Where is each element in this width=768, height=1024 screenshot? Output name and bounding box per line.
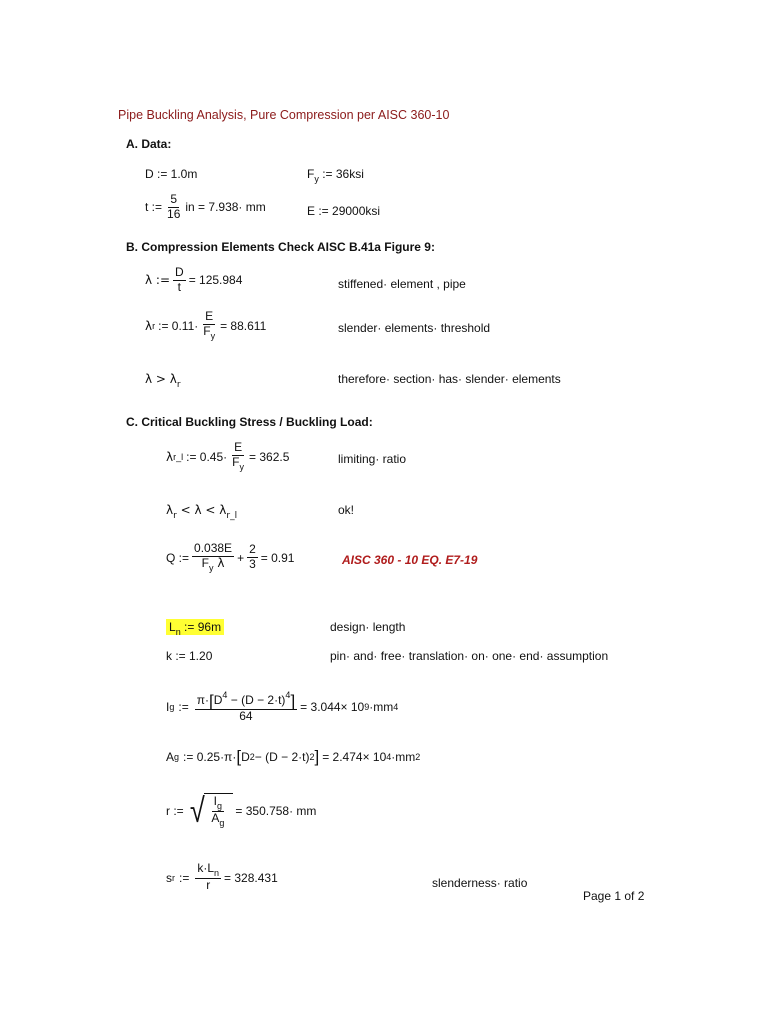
fraction-D-over-t: $\frac{D}{t}$ bbox=[175, 265, 184, 294]
reference-aisc-e7-19: AISC 360 - 10 EQ. E7-19 bbox=[342, 553, 478, 567]
section-a-heading: A. Data: bbox=[126, 137, 172, 151]
equation-Q: Q := $\frac{0.038E}{F_y \lambda}$ + $\frac{2}{3}$ = 0.91 bbox=[166, 541, 295, 573]
section-c-heading: C. Critical Buckling Stress / Buckling Load: bbox=[126, 415, 373, 429]
equation-Fy: $F_y$ := 36ksi bbox=[307, 167, 364, 184]
equation-lambda-r: λ r := 0.11· $\frac{E}{F_y}$ = 88.611 bbox=[145, 309, 267, 341]
square-root: √ $\frac{I_g}{A_g}$ bbox=[188, 793, 234, 829]
note-lambda: stiffened· element , pipe bbox=[338, 277, 466, 291]
page-number: Page 1 of 2 bbox=[583, 889, 645, 903]
equation-k: k := 1.20 bbox=[166, 649, 213, 663]
fraction-t: $\frac{5}{16}$ bbox=[167, 192, 181, 221]
fraction-Ig-over-Ag: $\frac{I_g}{A_g}$ bbox=[211, 794, 225, 829]
fraction-Q-1: $\frac{0.038E}{F_y \lambda}$ bbox=[194, 541, 233, 573]
equation-E: E := 29000ksi bbox=[307, 204, 381, 218]
section-b-heading: B. Compression Elements Check AISC B.41a Figure 9: bbox=[126, 240, 435, 254]
fraction-kLn-over-r: $\frac{k\cdot L_n}{r}$ bbox=[197, 861, 220, 893]
note-design-length: design· length bbox=[330, 620, 406, 634]
note-k: pin· and· free· translation· on· one· end· assumption bbox=[330, 649, 609, 663]
page-title: Pipe Buckling Analysis, Pure Compression per AISC 360-10 bbox=[118, 108, 450, 122]
equation-sr: s r := $\frac{k\cdot L_n}{r}$ = 328.431 bbox=[166, 861, 278, 893]
highlighted-design-length: $L_n$ := 96m bbox=[166, 619, 224, 635]
equation-D: D := 1.0m bbox=[145, 167, 198, 181]
equation-t: t := $\frac{5}{16}$ in = 7.938· mm bbox=[145, 192, 266, 221]
note-slenderness: slenderness· ratio bbox=[432, 876, 528, 890]
equation-lambda-rl: λ r_l := 0.45· $\frac{E}{F_y}$ = 362.5 bbox=[166, 440, 290, 472]
fraction-Ig: $\frac{\pi\cdot[D^4 - (D - 2\cdot t)^4]}{64}$ bbox=[196, 690, 296, 724]
note-lambda-rl: limiting· ratio bbox=[338, 452, 407, 466]
equation-lambda: λ := $\frac{D}{t}$ = 125.984 bbox=[145, 265, 243, 294]
equation-r: r := √ $\frac{I_g}{A_g}$ = 350.758· mm bbox=[166, 791, 317, 830]
note-ok: ok! bbox=[338, 503, 355, 517]
equation-Ln bbox=[166, 620, 224, 637]
comparison-lambda: $\lambda > \lambda_r$ bbox=[145, 372, 181, 390]
note-comparison: therefore· section· has· slender· elements bbox=[338, 372, 561, 386]
equation-Ig: I g := $\frac{\pi\cdot[D^4 - (D - 2\cdot t)^4]}{64}$ = 3.044× 10 9 ·mm 4 bbox=[166, 690, 399, 724]
note-lambda-r: slender· elements· threshold bbox=[338, 321, 491, 335]
fraction-Q-2: $\frac{2}{3}$ bbox=[249, 542, 256, 572]
equation-Ag: A g := 0.25·π· [ D 2 − (D − 2·t) 2 ] = 2.474× 10 4 ·mm 2 bbox=[166, 747, 421, 766]
fraction-E-over-Fy: $\frac{E}{F_y}$ bbox=[203, 309, 216, 341]
fraction-E-over-Fy-2: $\frac{E}{F_y}$ bbox=[232, 440, 244, 472]
comparison-range: $\lambda_r < \lambda < \lambda_{r\_l}$ bbox=[166, 503, 238, 521]
